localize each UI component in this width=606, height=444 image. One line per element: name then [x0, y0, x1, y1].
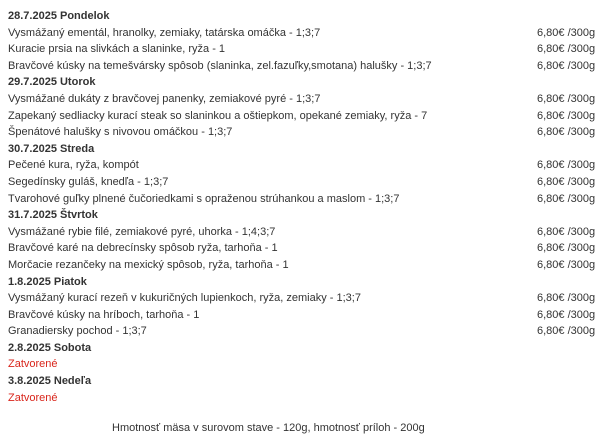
menu-item-name: Vysmážané dukáty z bravčovej panenky, zemiakové pyré - 1;3;7: [8, 92, 321, 105]
lunch-menu: [0, 8, 606, 406]
day-section: [0, 274, 606, 340]
menu-item-price: 6,80€ /300g: [537, 192, 596, 205]
menu-item-name: Bravčové kúsky na hríboch, tarhoňa - 1: [8, 308, 200, 321]
menu-item-price: 6,80€ /300g: [537, 159, 596, 172]
menu-item-name: Granadiersky pochod - 1;3;7: [8, 325, 147, 338]
menu-item-name: Bravčové karé na debrecínsky spôsob ryža, tarhoňa - 1: [8, 242, 278, 255]
day-header: 30.7.2025 Streda: [8, 142, 95, 155]
menu-item-name: Bravčové kúsky na temešvársky spôsob (slaninka, zel.fazuľky,smotana) halušky - 1;3;7: [8, 59, 432, 72]
menu-item-name: Vysmážaný kurací rezeň v kukuričných lupienkoch, ryža, zemiaky - 1;3;7: [8, 292, 361, 305]
day-section: [0, 373, 606, 406]
day-header: 2.8.2025 Sobota: [8, 341, 92, 354]
menu-item: [0, 290, 606, 307]
footer-note: Hmotnosť mäsa v surovom stave - 120g, hmotnosť príloh - 200g: [112, 422, 425, 434]
day-header: 29.7.2025 Utorok: [8, 76, 96, 89]
day-section: [0, 8, 606, 74]
day-section: [0, 74, 606, 140]
menu-item: [0, 240, 606, 257]
menu-item: [0, 257, 606, 274]
menu-item-name: Vysmážaný ementál, hranolky, zemiaky, tatárska omáčka - 1;3;7: [8, 26, 321, 39]
day-section: [0, 207, 606, 273]
menu-item: [0, 323, 606, 340]
menu-item-price: 6,80€ /300g: [537, 59, 596, 72]
menu-item: [0, 157, 606, 174]
menu-item: [0, 191, 606, 208]
menu-item-name: Tvarohové guľky plnené čučoriedkami s opraženou strúhankou a maslom - 1;3;7: [8, 192, 400, 205]
menu-item-name: Morčacie rezančeky na mexický spôsob, ryža, tarhoňa - 1: [8, 258, 289, 271]
menu-item-name: Špenátové halušky s nivovou omáčkou - 1;3;7: [8, 126, 233, 139]
menu-item: [0, 41, 606, 58]
menu-item-name: Segedínsky guláš, knedľa - 1;3;7: [8, 175, 169, 188]
menu-item-price: 6,80€ /300g: [537, 225, 596, 238]
menu-item-price: 6,80€ /300g: [537, 308, 596, 321]
day-header: 28.7.2025 Pondelok: [8, 10, 110, 22]
menu-item: [0, 91, 606, 108]
menu-item-price: 6,80€ /300g: [537, 109, 596, 122]
menu-item-price: 6,80€ /300g: [537, 175, 596, 188]
menu-item-price: 6,80€ /300g: [537, 258, 596, 271]
menu-item-name: Vysmážané rybie filé, zemiakové pyré, uhorka - 1;4;3;7: [8, 225, 276, 238]
menu-item: [0, 174, 606, 191]
menu-item-price: 6,80€ /300g: [537, 43, 596, 56]
menu-item-name: Pečené kura, ryža, kompót: [8, 159, 139, 172]
day-header: 3.8.2025 Nedeľa: [8, 375, 92, 388]
menu-item-price: 6,80€ /300g: [537, 26, 596, 39]
menu-item: [0, 58, 606, 75]
menu-item: [0, 25, 606, 42]
day-section: [0, 141, 606, 207]
menu-item: [0, 224, 606, 241]
menu-item: [0, 108, 606, 125]
day-header: 31.7.2025 Štvrtok: [8, 209, 98, 222]
day-header: 1.8.2025 Piatok: [8, 275, 87, 288]
menu-item: [0, 307, 606, 324]
menu-item-name: Kuracie prsia na slivkách a slaninke, ryža - 1: [8, 43, 226, 56]
menu-item-price: 6,80€ /300g: [537, 292, 596, 305]
day-section: [0, 340, 606, 373]
menu-item-name: Zapekaný sedliacky kurací steak so slaninkou a oštiepkom, opekané zemiaky, ryža - 7: [8, 109, 428, 122]
closed-label: Zatvorené: [8, 358, 58, 371]
menu-item-price: 6,80€ /300g: [537, 242, 596, 255]
menu-item: [0, 124, 606, 141]
closed-label: Zatvorené: [8, 391, 58, 404]
menu-item-price: 6,80€ /300g: [537, 126, 596, 139]
menu-item-price: 6,80€ /300g: [537, 92, 596, 105]
menu-item-price: 6,80€ /300g: [537, 325, 596, 338]
